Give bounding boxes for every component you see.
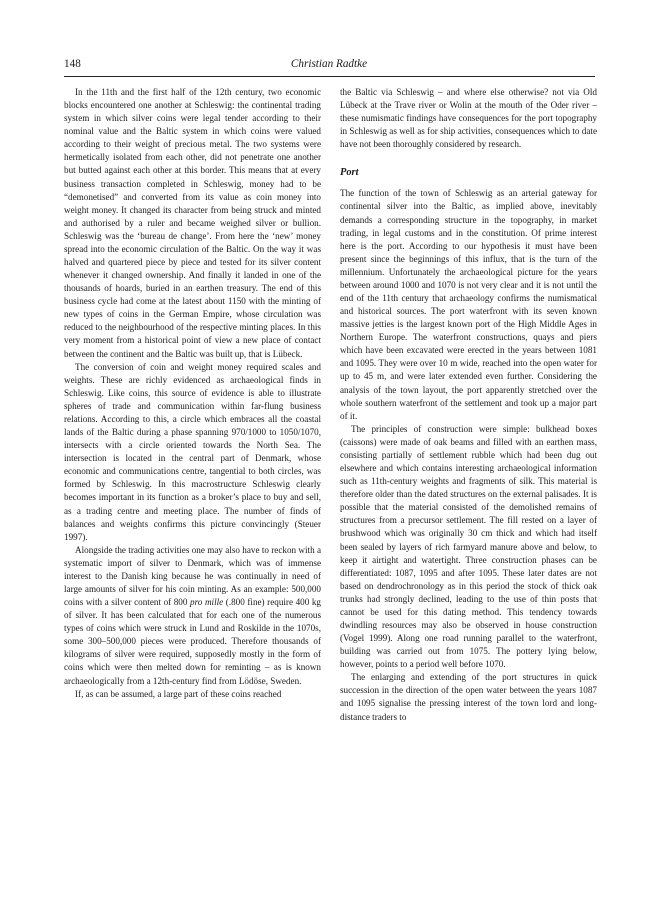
page-number: 148 [64, 58, 81, 70]
paragraph-port-extension: The enlarging and extending of the port structures in quick succession in the direction of the open water between the years 1087 and 1095 signalise the pressing interest of the town lord and long-distance traders to [340, 672, 597, 722]
paragraph-economic-blocks: In the 11th and the first half of the 12th century, two economic blocks encountered one another at Schleswig: the continental trading system in which silver coins were legal tender according to their nominal value and the Baltic system in which coins were valued according to their weight of precious metal. The two systems were hermetically isolated from each other, did not penetrate one another but butted against each other at this border. This means that at every business transaction completed in Schleswig, money had to be “demonetised” and converted from its value as coin money into weight money. It changed its character from being struck and minted and authorised by a ruler and became weighed silver or bullion. Schleswig was the ‘bureau de change’. From here the ‘new’ money spread into the economic circulation of the Baltic. On the way it was halved and quartered piece by piece and tested for its silver content whenever it changed ownership. And finally it landed in one of the thousands of hoards, buried in an earthen treasury. The end of this business cycle had come at the latest about 1150 with the minting of new types of coins in the German Empire, whose circulation was reduced to the neighbourhood of the respective minting places. In this very moment from a historical point of view a new place of contact between the continent and the Baltic was built up, that is Lübeck. [64, 87, 321, 359]
paragraph-construction-principles: The principles of construction were simple: bulkhead boxes (caissons) were made of oak beams and filled with an earthen mass, consisting partially of settlement rubble which had been dug out elsewhere and which contains interesting archaeological information such as 11th-century weights and fragments of silk. This material is therefore older than the dated structures on the external palisades. It is possible that the material consisted of the demolished remains of structures from a precursor settlement. The fill rested on a layer of brushwood which was originally 30 cm thick and which had itself been sealed by layers of rich farmyard manure above and below, to keep it airtight and watertight. Three construction phases can be differentiated: 1087, 1095 and after 1095. These later dates are not based on dendrochronology as in this period the stock of thick oak trunks had strongly declined, leading to the use of thin posts that cannot be used for this dating method. This tendency towards dwindling resources may also be observed in house construction (Vogel 1999). Along one road running parallel to the waterfront, building was carried out from 1075. The pottery lying below, however, points to a period well before 1070. [340, 423, 597, 670]
paragraph-scales-weights: The conversion of coin and weight money required scales and weights. These are richly evidenced as archaeological finds in Schleswig. Like coins, this source of evidence is able to illustrate spheres of trade and communication within far-flung business relations. According to this, a circle which embraces all the coastal lands of the Baltic during a phase spanning 970/1000 to 1050/1070, intersects with a circle oriented towards the North Sea. The intersection is located in the central part of Denmark, whose economic and communications centre, tangential to both circles, was formed by Schleswig. In this macrostructure Schleswig clearly becomes important in its function as a broker’s place to buy and sell, as a trading centre and meeting place. The number of finds of balances and weights confirms this picture convincingly (Steuer 1997). [64, 361, 321, 542]
running-head-author: Christian Radtke [290, 58, 368, 70]
paragraph-coins-reached: If, as can be assumed, a large part of these coins reached [75, 688, 282, 699]
paragraph-baltic-via-schleswig: the Baltic via Schleswig – and where else otherwise? not via Old Lübeck at the Trave river or Wolin at the mouth of the Oder river – these numismatic findings have consequences for the port topography in Schleswig as well as for ship activities, consequences which to date have not been thoroughly considered by research. [340, 87, 597, 150]
paragraph-text: Alongside the trading activities one may also have to reckon with a systematic import of silver to Denmark, which was of immense interest to the Danish king because he was continually in need of large amounts of silver for his coin minting. As an example: 500,000 coins with a silver content of 800 [64, 544, 321, 608]
left-column [64, 86, 321, 701]
section-heading-port: Port [340, 167, 359, 179]
italic-term: pro mille [190, 597, 224, 608]
paragraph-text: (.800 fine) require 400 kg of silver. It has been calculated that for each one of the numerous types of coins which were struck in Lund and Roskilde in the 1070s, some 300–500,000 pieces were produced. Therefore thousands of kilograms of silver were required, supposedly mostly in the form of coins which were then melted down for reminting – as is known archaeologically from a 12th-century find from Lödöse, Sweden. [64, 597, 321, 686]
page-header [64, 58, 594, 76]
right-column [340, 86, 597, 724]
paragraph-silver-import [64, 544, 321, 688]
header-rule [64, 76, 595, 77]
paragraph-port-function: The function of the town of Schleswig as an arterial gateway for continental silver into the Baltic, as implied above, inevitably demands a corresponding structure in the topography, in market trading, in legal customs and in the constitution. Of prime interest here is the port. According to our hypothesis it must have been present since the beginnings of this influx, that is the turn of the millennium. Unfortunately the archaeological picture for the years between around 1000 and 1070 is not very clear and it is not until the end of the 11th century that archaeology confirms the numismatical and historical sources. The port waterfront with its seven known massive jetties is the largest known port of the High Middle Ages in Northern Europe. The waterfront constructions, quays and piers which have been excavated were erected in the years between 1081 and 1095. They were over 10 m wide, reached into the open water for up to 45 m, and were later extended even further. Considering the analysis of the town layout, the port apparently stretched over the whole southern waterfront of the settlement and took up a major part of it. [340, 188, 597, 421]
